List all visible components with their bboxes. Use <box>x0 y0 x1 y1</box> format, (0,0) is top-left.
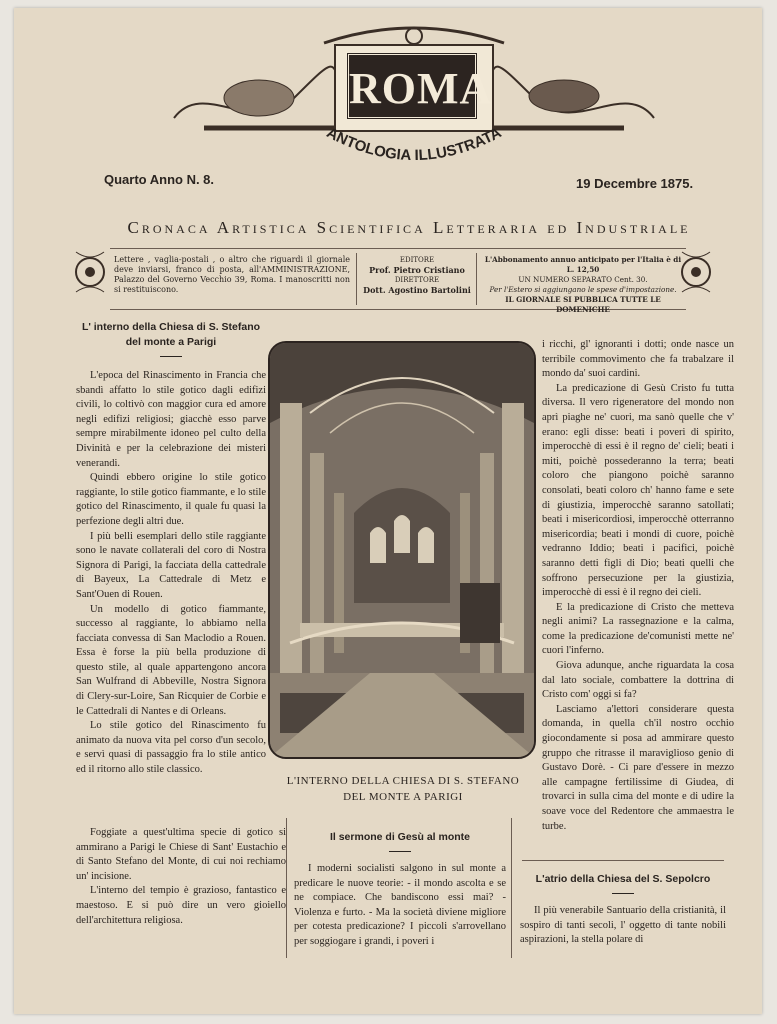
editor-label: EDITORE <box>399 256 435 264</box>
article-sermon-heading: Il sermone di Gesù al monte <box>329 831 471 843</box>
article-sepolcro-body <box>520 904 726 948</box>
paragraph: I più belli esemplari dello stile raggiante sono le navate collaterali del coro di Nostra Signora di Parigi, la facciata della cattedrale di Bayeux, La Cattedrale di Metz e Sant'Ouen di Rouen. <box>76 530 266 600</box>
masthead-title: ROMA <box>346 52 478 120</box>
issue-date: 19 Decembre 1875. <box>576 176 694 191</box>
director-name: Dott. Agostino Bartolini <box>363 285 471 295</box>
paragraph: Quindi ebbero origine lo stile gotico raggiante, lo stile gotico fiammante, e lo stile gotico del Rinascimento, il quale fu quasi la perfezione degli altri due. <box>76 472 266 527</box>
editor-name: Prof. Pietro Cristiano <box>369 265 465 275</box>
foreign-postage: Per l'Estero si aggiungano le spese d'impostazione. <box>489 285 677 294</box>
paragraph: Lasciamo a'lettori considerare questa domanda, in quella ch'il nostro occhio giocondamente si posa ad ammirare questo gruppo che ritrasse il maraviglioso genio di Gustavo Dorè. - Ci pare d'essere in mezzo alle campagne fertilissime di Giudea, di trovarci in sulla cima del monte e di udire la soave voce del Redentore che ammaestra le turbe. <box>542 703 734 832</box>
paragraph: Un modello di gotico fiammante, successo al raggiante, lo abbiamo nella facciata convessa di San Maclodio a Rouen. Essa è forse la più bella produzione di questo stile, al quale appartengono ancora San Wulfrand di Abbeville, Nostra Signora di Clery-sur-Loire, San Ricquier de Corbie e le Cattedrali di Nantes e di Orleans. <box>76 603 266 717</box>
paragraph: I moderni socialisti salgono in sul monte a predicare le nuove teorie: - il mondo ascolta e se ne compiace. Che bandiscono essi mai? - Violenza e furto. - Ma la società diviene migliore per cotesta predicazione? I piccoli s'arrovellano per soggiogare i grandi, i poveri i <box>294 863 506 947</box>
paragraph: E la predicazione di Cristo che metteva negli animi? La rassegnazione e la calma, come la predicazione de'comunisti mette ne' cuori l'inferno. <box>542 601 734 657</box>
caption-line-1: L'INTERNO DELLA CHIESA DI S. STEFANO <box>286 775 520 787</box>
paragraph: Foggiate a quest'ultima specie di gotico si ammirano a Parigi le Chiese di Sant' Eustachio e di Santo Stefano del Monte, di cui noi rechiamo un' incisione. <box>76 827 286 882</box>
info-box <box>110 248 686 314</box>
newspaper-page <box>14 8 762 1014</box>
article-sepolcro <box>520 872 726 948</box>
paragraph: La predicazione di Gesù Cristo fu tutta diversa. Il vero rigeneratore del mondo non aprì piaghe ne' cuori, ma sanò quelle che v' erano: egli disse: beati i poveri di spirito, imperocchè di essi è il regno de' cieli; beati i miti, poichè possederanno la terra; beati coloro che piangono poichè saranno consolati, beati coloro ch' hanno fame e sete di giustizia, imperocchè saranno satollati; beati i misericordiosi, imperocchè otterranno misericordia; beati i mondi di cuore, poichè vedranno Iddio; beati i pacifici, poichè saranno detti figli di Dio; beati quelli che soffrono persecuzione per la giustizia, imperocchè di essi è il regno dei cieli. <box>542 382 734 599</box>
caption-line-2: DEL MONTE A PARIGI <box>343 791 463 803</box>
tagline: Cronaca Artistica Scientifica Letteraria ed Industriale <box>127 218 691 237</box>
subtitle-text: ANTOLOGIA ILLUSTRATA <box>323 124 505 165</box>
paragraph: Lo stile gotico del Rinascimento fu animato da nuova vita pel corso d'un secolo, e servì quasi di passaggio fra lo stile antico ed il ritorno allo stile classico. <box>76 720 266 776</box>
paragraph: L'epoca del Rinascimento in Francia che sbandì affatto lo stile gotico dagli edifizi civili, lo coltivò con maggior cura ed amore negli edifizi religiosi; giacchè esso parve sempre mirabilmente idoneo pel culto della Divinità e per la celebrazione dei misteri venerandi. <box>76 370 266 469</box>
article-sepolcro-heading: L'atrio della Chiesa del S. Sepolcro <box>535 873 711 885</box>
article-sermon-continued <box>542 338 734 834</box>
article-sermon-body <box>294 862 506 950</box>
info-right <box>482 255 684 315</box>
article-st-stefano-body <box>76 369 266 778</box>
svg-text:ANTOLOGIA ILLUSTRATA <box>324 124 504 164</box>
article-st-stefano-continued <box>76 826 286 928</box>
engraving-caption <box>276 773 530 805</box>
article-st-stefano-heading-2: del monte a Parigi <box>125 336 217 348</box>
single-issue-price: UN NUMERO SEPARATO Cent. 30. <box>518 275 648 284</box>
subscription-price: L'Abbonamento annuo anticipato per l'Italia è di L. 12,50 <box>484 255 682 274</box>
paragraph: i ricchi, gl' ignoranti i dotti; onde nasce un terribile commovimento che fa trabalzare il mondo da' suoi cardini. <box>542 339 734 380</box>
masthead-subtitle <box>304 120 524 180</box>
director-label: DIRETTORE <box>394 276 440 284</box>
issue-number: Quarto Anno N. 8. <box>104 172 215 187</box>
article-st-stefano-heading-1: L' interno della Chiesa di S. Stefano <box>81 321 261 333</box>
left-flourish-icon <box>70 244 110 300</box>
paragraph: Il più venerabile Santuario della cristianità, il sospiro di tanti secoli, l' oggetto di tante nobili aspirazioni, la stella polare di <box>520 905 726 946</box>
info-editor <box>362 255 472 295</box>
info-left: Lettere , vaglia-postali , o altro che riguardi il giornale deve inviarsi, franco di posta, all'AMMINISTRAZIONE, Palazzo del Governo Vecchio 39, Roma. I manoscritti non si restituiscono. <box>114 255 350 294</box>
paragraph: L'interno del tempio è grazioso, fantastico e maestoso. E si può dire un vero gioiello dell'architettura religiosa. <box>76 885 286 926</box>
church-interior-engraving <box>268 341 536 759</box>
paragraph: Giova adunque, anche riguardata la cosa dal lato sociale, combattere la dottrina di Cristo com' oggi si fa? <box>542 660 734 701</box>
article-sermon <box>294 830 506 950</box>
engraving-drawing <box>270 343 534 757</box>
article-st-stefano <box>76 320 266 778</box>
publication-schedule: IL GIORNALE SI PUBBLICA TUTTE LE DOMENICHE <box>505 295 661 314</box>
